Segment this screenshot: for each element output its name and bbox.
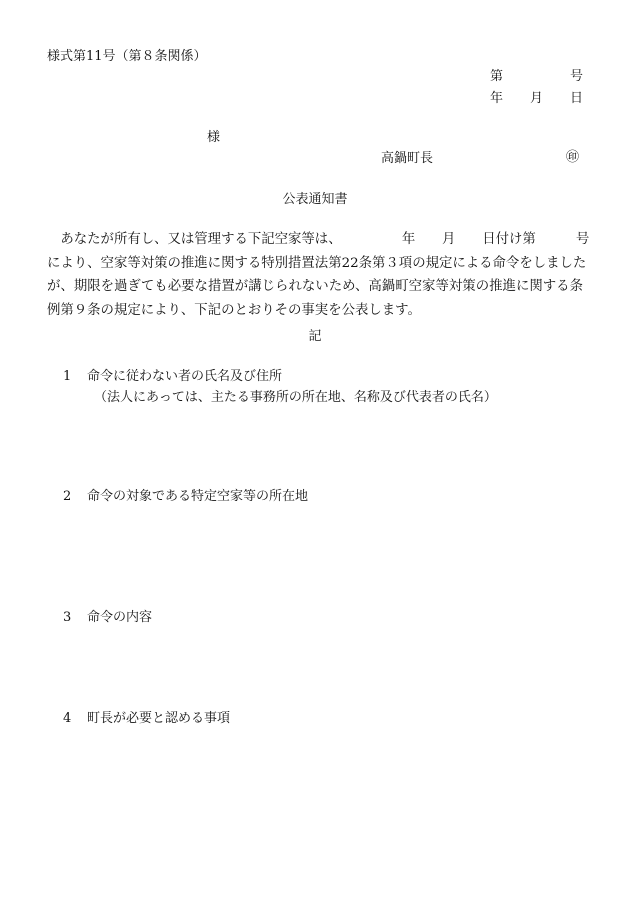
- body-paragraph: [47, 228, 590, 322]
- body-line: が、期限を過ぎても必要な措置が講じられないため、高鍋町空家等対策の推進に関する条: [47, 279, 583, 294]
- date-year-label: 年: [490, 91, 504, 106]
- item-label: 命令に従わない者の氏名及び住所: [87, 369, 283, 384]
- body-line: あなたが所有し、又は管理する下記空家等は、 年 月 日付け第 号: [47, 232, 590, 247]
- body-line: 例第９条の規定により、下記のとおりその事実を公表します。: [47, 302, 421, 318]
- item-number: 1: [63, 369, 72, 384]
- number-prefix: 第: [490, 69, 504, 84]
- item-label: 命令の対象である特定空家等の所在地: [87, 489, 309, 504]
- item-number: 2: [63, 489, 72, 504]
- item-label: 町長が必要と認める事項: [87, 711, 231, 726]
- body-line: により、空家等対策の推進に関する特別措置法第22条第３項の規定による命令をしました: [47, 255, 587, 271]
- date-day-label: 日: [570, 91, 584, 106]
- item-number: 4: [63, 711, 72, 726]
- ki-heading: 記: [308, 329, 322, 344]
- sender-title: 高鍋町長: [381, 151, 434, 166]
- number-suffix: 号: [570, 69, 584, 84]
- document-title: 公表通知書: [282, 192, 348, 207]
- date-month-label: 月: [530, 91, 544, 106]
- form-identifier: 様式第11号（第８条関係）: [47, 49, 207, 64]
- item-number: 3: [63, 610, 72, 625]
- addressee-honorific: 様: [207, 130, 221, 145]
- item-label: 命令の内容: [87, 610, 153, 625]
- seal-icon: ㊞: [566, 150, 580, 165]
- item-note: （法人にあっては、主たる事務所の所在地、名称及び代表者の氏名）: [94, 390, 497, 405]
